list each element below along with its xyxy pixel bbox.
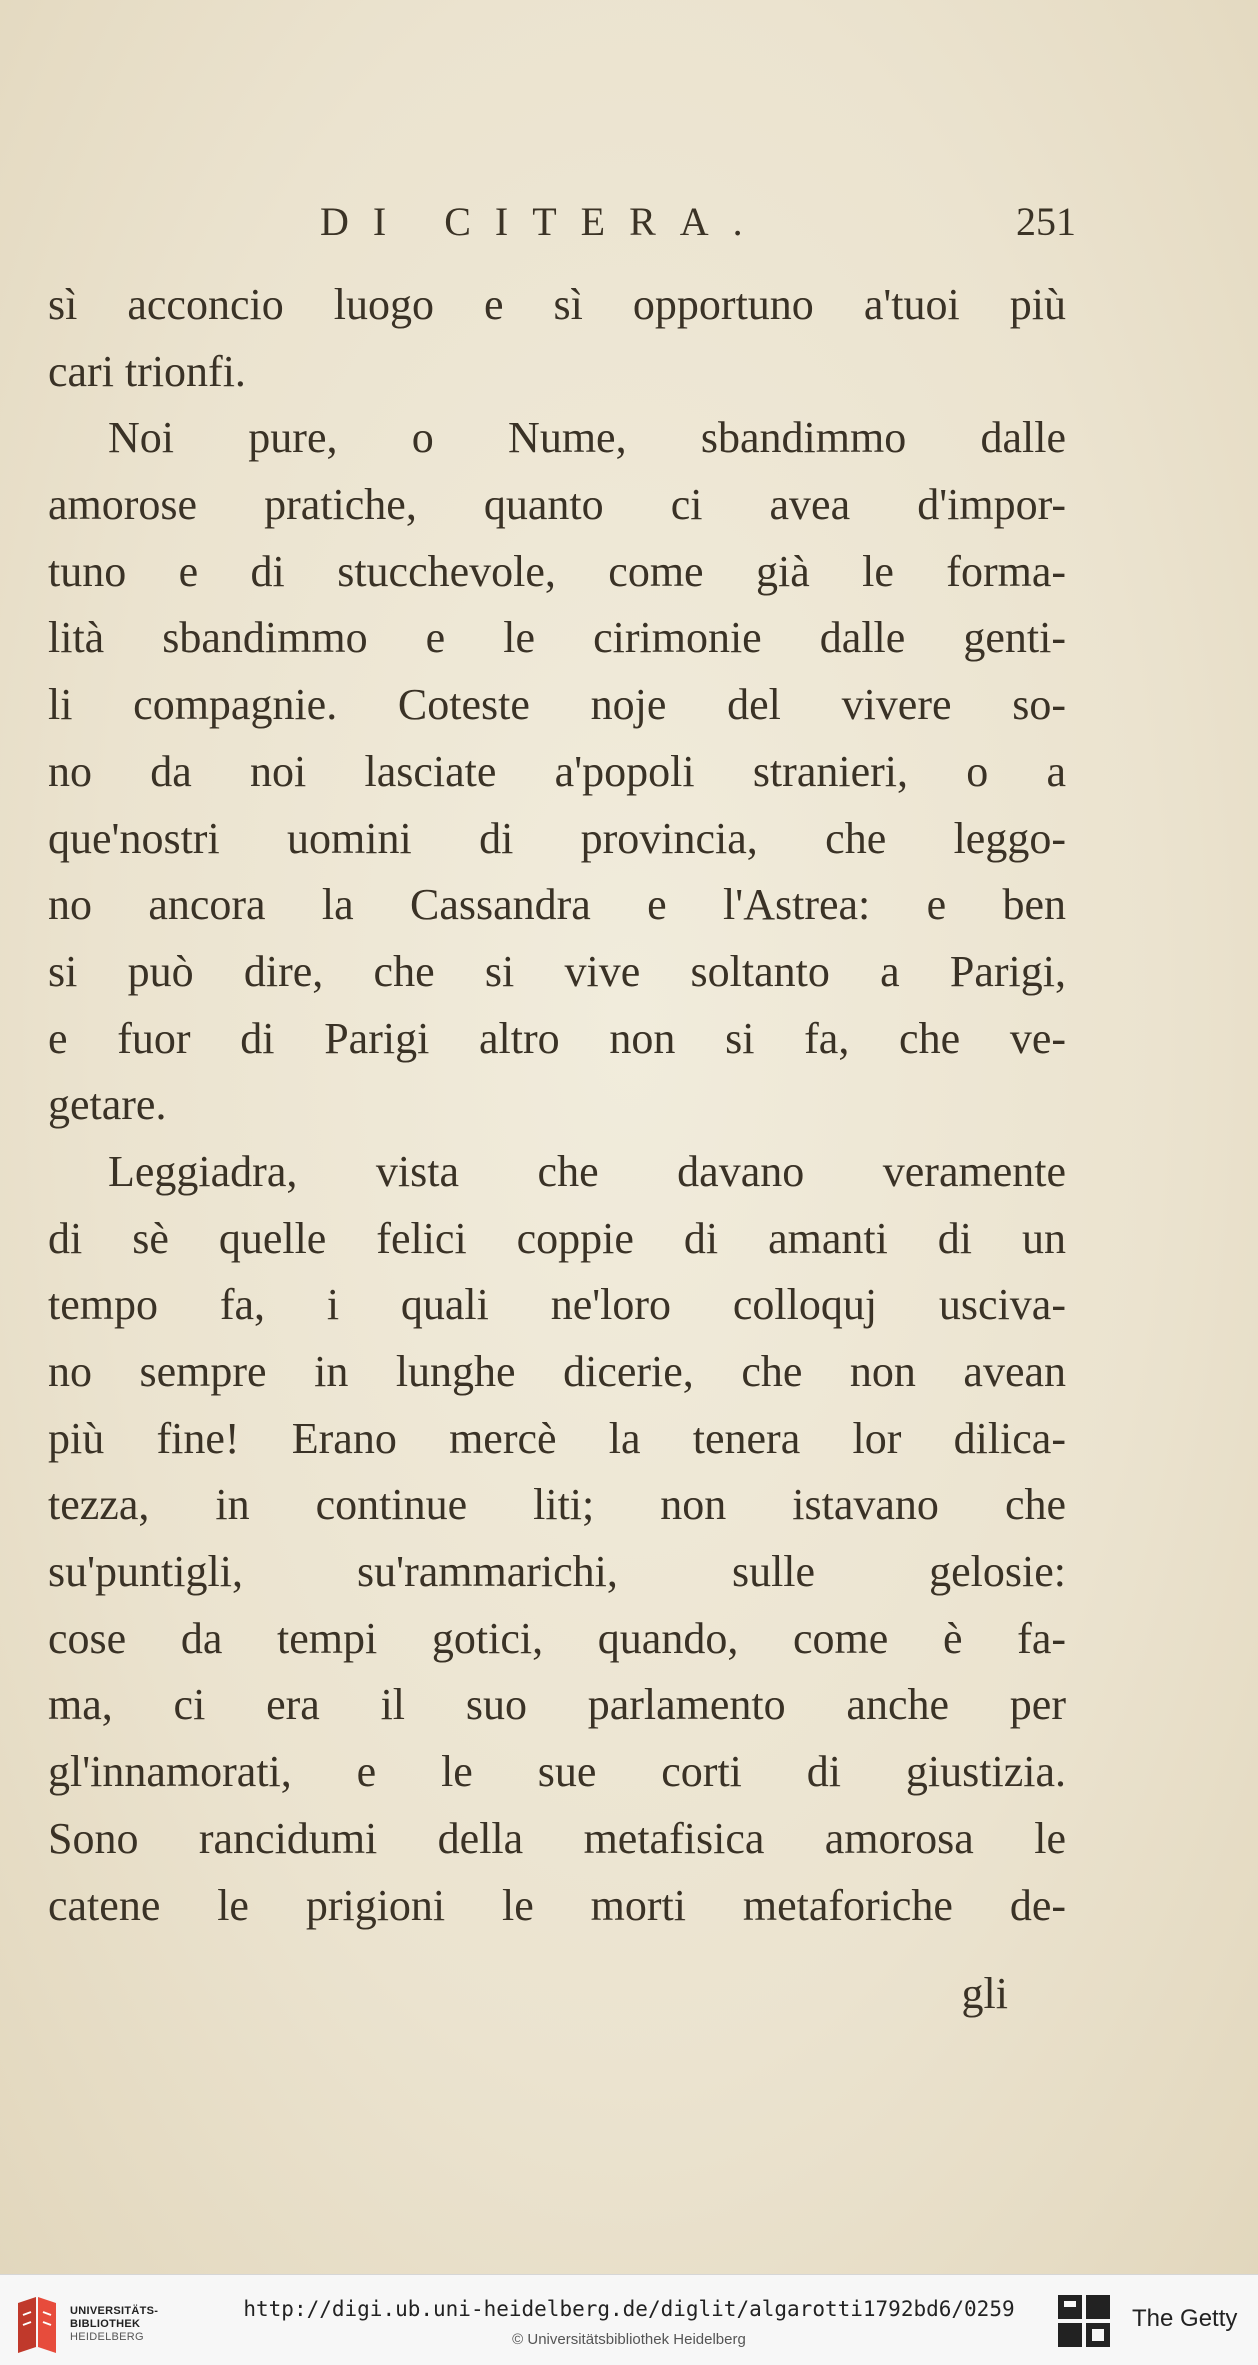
getty-label: The Getty [1132, 2305, 1238, 2332]
text-line: que'nostri uomini di provincia, che leggo- [48, 813, 1066, 863]
text-line: sì acconcio luogo e sì opportuno a'tuoi più [48, 280, 1066, 329]
text-line: più fine! Erano mercè la tenera lor dilica- [48, 1413, 1066, 1463]
text-line: gl'innamorati, e le sue corti di giustizia. [48, 1747, 1066, 1797]
text-line: tezza, in continue liti; non istavano che [48, 1480, 1066, 1530]
getty-logo-icon[interactable] [1056, 2293, 1112, 2351]
copyright-notice: © Universitätsbibliothek Heidelberg [512, 2331, 746, 2348]
text-line: Sono rancidumi della metafisica amorosa le [48, 1813, 1066, 1863]
text-line: di sè quelle felici coppie di amanti di un [48, 1213, 1066, 1263]
text-line: cose da tempi gotici, quando, come è fa- [48, 1613, 1066, 1663]
text-line: li compagnie. Coteste noje del vivere so- [48, 680, 1066, 730]
running-head: DI CITERA. [320, 199, 767, 244]
viewer-footer [0, 2274, 1258, 2365]
page-number: 251 [1016, 199, 1076, 244]
text-line: no da noi lasciate a'popoli stranieri, o a [48, 746, 1066, 796]
text-line: amorose pratiche, quanto ci avea d'impor- [48, 480, 1066, 530]
text-line: tuno e di stucchevole, come già le forma- [48, 546, 1066, 596]
text-line: Leggiadra, vista che davano veramente [108, 1146, 1066, 1196]
library-name-line: HEIDELBERG [70, 2331, 144, 2343]
text-line: su'puntigli, su'rammarichi, sulle gelosie: [48, 1547, 1066, 1597]
library-name-line: UNIVERSITÄTS- [70, 2305, 159, 2317]
library-name-line: BIBLIOTHEK [70, 2318, 141, 2330]
text-line: no ancora la Cassandra e l'Astrea: e ben [48, 880, 1066, 930]
text-line: getare. [48, 1080, 167, 1130]
text-line: cari trionfi. [48, 346, 246, 396]
body-text [48, 272, 1066, 1939]
text-line: lità sbandimmo e le cirimonie dalle genti- [48, 613, 1066, 663]
permalink[interactable]: http://digi.ub.uni-heidelberg.de/diglit/algarotti1792bd6/0259 [243, 2297, 1015, 2321]
text-line: tempo fa, i quali ne'loro colloquj usciva- [48, 1280, 1066, 1330]
catchword: gli [961, 1969, 1008, 2018]
text-line: Noi pure, o Nume, sbandimmo dalle [108, 413, 1066, 463]
text-line: e fuor di Parigi altro non si fa, che ve- [48, 1013, 1066, 1063]
text-line: no sempre in lunghe dicerie, che non avean [48, 1347, 1066, 1396]
text-line: si può dire, che si vive soltanto a Parigi, [48, 946, 1066, 996]
text-line: ma, ci era il suo parlamento anche per [48, 1680, 1066, 1730]
text-line: catene le prigioni le morti metaforiche de- [48, 1880, 1066, 1930]
